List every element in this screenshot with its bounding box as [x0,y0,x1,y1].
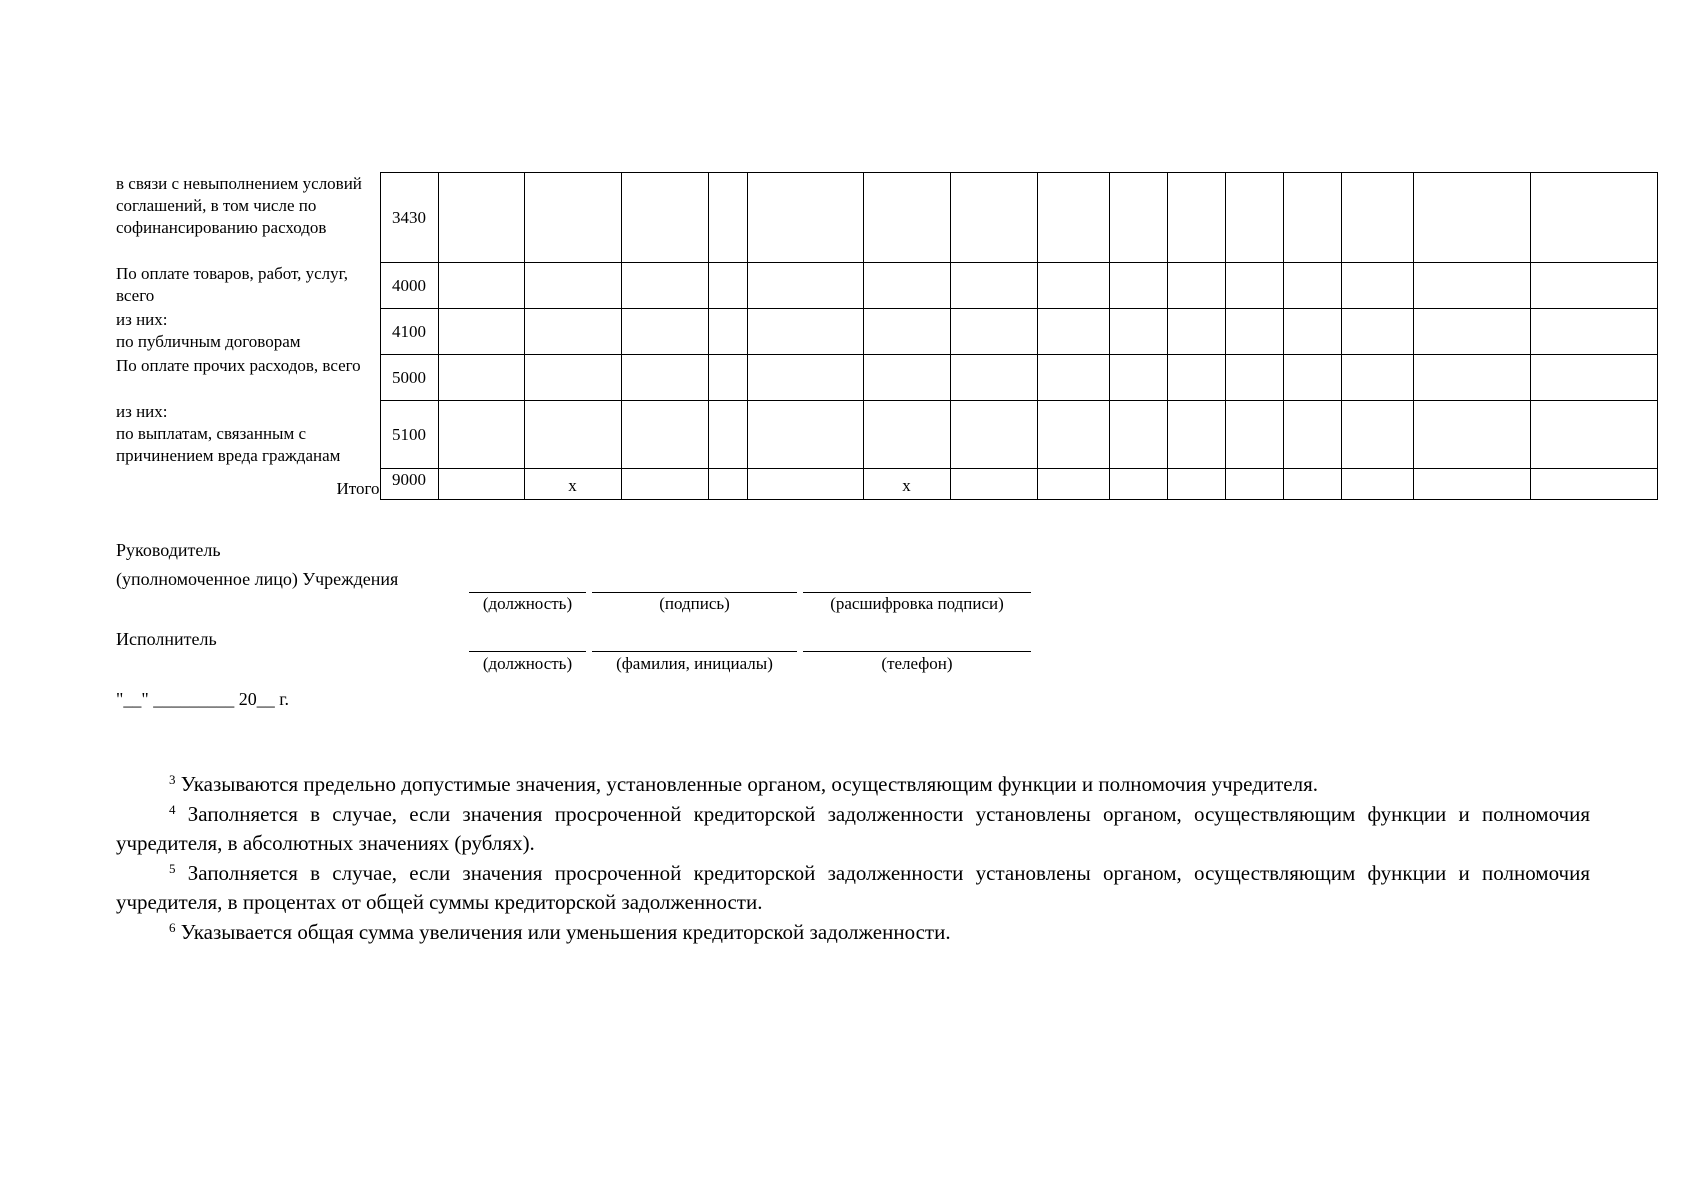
data-cell[interactable] [1341,263,1413,309]
footnote-number: 3 [169,772,176,787]
footnotes [116,770,1590,947]
row-label: По оплате прочих расходов, всего [116,355,380,401]
footnote-text: Заполняется в случае, если значения просроченной кредиторской задолженности установлены органом, осуществляющим функции и полномочия учредителя, в процентах от общей суммы кредиторской задолженности. [116,860,1591,914]
data-cell[interactable] [1167,263,1225,309]
data-cell[interactable] [621,309,708,355]
data-cell[interactable] [621,401,708,469]
footnote [116,859,1590,918]
data-cell[interactable] [1530,309,1657,355]
data-cell[interactable] [863,173,950,263]
data-cell[interactable] [438,263,524,309]
total-mark[interactable]: x [863,469,950,500]
exec-phone-line[interactable] [803,651,1031,652]
data-cell[interactable] [1225,173,1283,263]
data-cell[interactable] [1225,355,1283,401]
data-cell[interactable] [438,401,524,469]
data-cell[interactable] [1225,309,1283,355]
footnote-text: Заполняется в случае, если значения просроченной кредиторской задолженности установлены органом, осуществляющим функции и полномочия учредителя, в абсолютных значениях (рублях). [116,801,1591,855]
data-cell[interactable] [708,309,747,355]
head-label: Руководитель [116,540,221,560]
data-cell[interactable] [1283,355,1341,401]
data-cell[interactable] [1037,309,1109,355]
data-cell[interactable] [1283,263,1341,309]
data-cell[interactable] [1037,401,1109,469]
data-cell[interactable] [1225,401,1283,469]
footnote-text: Указываются предельно допустимые значения, установленные органом, осуществляющим функции и полномочия учредителя. [180,772,1319,796]
data-cell[interactable] [1225,263,1283,309]
head-caption-signature: (подпись) [659,594,730,613]
data-cell[interactable] [1037,263,1109,309]
data-cell[interactable] [708,401,747,469]
exec-caption-name: (фамилия, инициалы) [616,654,773,673]
data-cell[interactable] [863,263,950,309]
data-cell[interactable] [1341,401,1413,469]
footnote [116,918,1590,948]
data-cell[interactable] [1341,355,1413,401]
data-cell[interactable] [708,469,747,500]
data-cell[interactable] [950,469,1037,500]
data-cell[interactable] [708,173,747,263]
data-cell[interactable] [1530,355,1657,401]
data-cell[interactable] [1109,355,1167,401]
data-cell[interactable] [1037,173,1109,263]
data-cell[interactable] [1109,309,1167,355]
data-cell[interactable] [1530,173,1657,263]
date-line[interactable]: "__" _________ 20__ г. [116,689,290,709]
data-cell[interactable] [1413,401,1530,469]
footnote-number: 4 [169,801,176,817]
data-cell[interactable] [863,309,950,355]
data-cell[interactable] [1109,263,1167,309]
data-cell[interactable] [1530,263,1657,309]
data-cell[interactable] [747,173,863,263]
footnote-number: 5 [169,860,176,876]
exec-caption-phone: (телефон) [881,654,953,673]
row-label: из них: по публичным договорам [116,309,380,355]
data-cell[interactable] [747,263,863,309]
footnote-text: Указывается общая сумма увеличения или уменьшения кредиторской задолженности. [180,919,951,944]
head-position-line[interactable] [469,592,586,593]
total-row [116,469,1657,500]
data-cell[interactable] [621,263,708,309]
data-cell[interactable] [438,173,524,263]
table-row [116,309,1657,355]
row-label: По оплате товаров, работ, услуг, всего [116,263,380,309]
data-cell[interactable] [1167,355,1225,401]
table-row [116,263,1657,309]
data-cell[interactable] [1341,309,1413,355]
data-cell[interactable] [1283,401,1341,469]
data-cell[interactable] [1109,173,1167,263]
row-label: в связи с невыполнением условий соглашений, в том числе по софинансированию расходов [116,173,380,263]
row-label: из них: по выплатам, связанным с причинением вреда гражданам [116,401,380,469]
data-cell[interactable] [1413,309,1530,355]
data-cell[interactable] [1167,469,1225,500]
data-cell[interactable] [950,401,1037,469]
data-cell[interactable] [621,469,708,500]
data-cell[interactable] [708,263,747,309]
data-cell[interactable] [1413,355,1530,401]
data-cell[interactable] [524,173,621,263]
total-mark[interactable]: x [524,469,621,500]
data-cell[interactable] [1413,469,1530,500]
data-cell[interactable] [1283,173,1341,263]
data-cell[interactable] [621,355,708,401]
data-cell[interactable] [524,355,621,401]
exec-position-line[interactable] [469,651,586,652]
data-cell[interactable] [747,309,863,355]
exec-name-line[interactable] [592,651,797,652]
data-cell[interactable] [621,173,708,263]
executor-label: Исполнитель [116,629,217,649]
data-cell[interactable] [747,401,863,469]
indicator-table [116,172,1658,500]
row-code: 5000 [380,355,438,401]
data-cell[interactable] [863,355,950,401]
data-cell[interactable] [524,263,621,309]
data-cell[interactable] [1413,263,1530,309]
data-cell[interactable] [1530,401,1657,469]
head-decoding-line[interactable] [803,592,1031,593]
table-row [116,355,1657,401]
head-label-sub: (уполномоченное лицо) Учреждения [116,569,399,589]
data-cell[interactable] [438,469,524,500]
data-cell[interactable] [1167,173,1225,263]
data-cell[interactable] [1167,309,1225,355]
footnote [116,800,1590,859]
data-cell[interactable] [1109,401,1167,469]
data-cell[interactable] [1283,469,1341,500]
data-cell[interactable] [950,355,1037,401]
row-code: 4100 [380,309,438,355]
row-code: 5100 [380,401,438,469]
data-cell[interactable] [1037,355,1109,401]
head-caption-decoding: (расшифровка подписи) [830,594,1004,613]
data-cell[interactable] [1037,469,1109,500]
data-cell[interactable] [950,263,1037,309]
data-cell[interactable] [1341,469,1413,500]
data-cell[interactable] [524,401,621,469]
data-cell[interactable] [1225,469,1283,500]
footnote-number: 6 [169,919,176,935]
data-cell[interactable] [1530,469,1657,500]
data-cell[interactable] [950,173,1037,263]
data-cell[interactable] [1167,401,1225,469]
head-signature-line[interactable] [592,592,797,593]
footnote [116,770,1590,800]
row-code: 4000 [380,263,438,309]
data-cell[interactable] [1413,173,1530,263]
data-cell[interactable] [524,309,621,355]
data-cell[interactable] [950,309,1037,355]
data-cell[interactable] [1283,309,1341,355]
data-cell[interactable] [438,355,524,401]
data-cell[interactable] [1341,173,1413,263]
table-row [116,173,1657,263]
data-cell[interactable] [438,309,524,355]
data-cell[interactable] [1109,469,1167,500]
row-code: 3430 [380,173,438,263]
data-cell[interactable] [708,355,747,401]
data-cell[interactable] [747,355,863,401]
total-code: 9000 [380,469,438,500]
exec-caption-position: (должность) [482,654,573,673]
total-label: Итого [116,469,380,500]
head-caption-position: (должность) [482,594,573,613]
table-row [116,401,1657,469]
data-cell[interactable] [747,469,863,500]
data-cell[interactable] [863,401,950,469]
